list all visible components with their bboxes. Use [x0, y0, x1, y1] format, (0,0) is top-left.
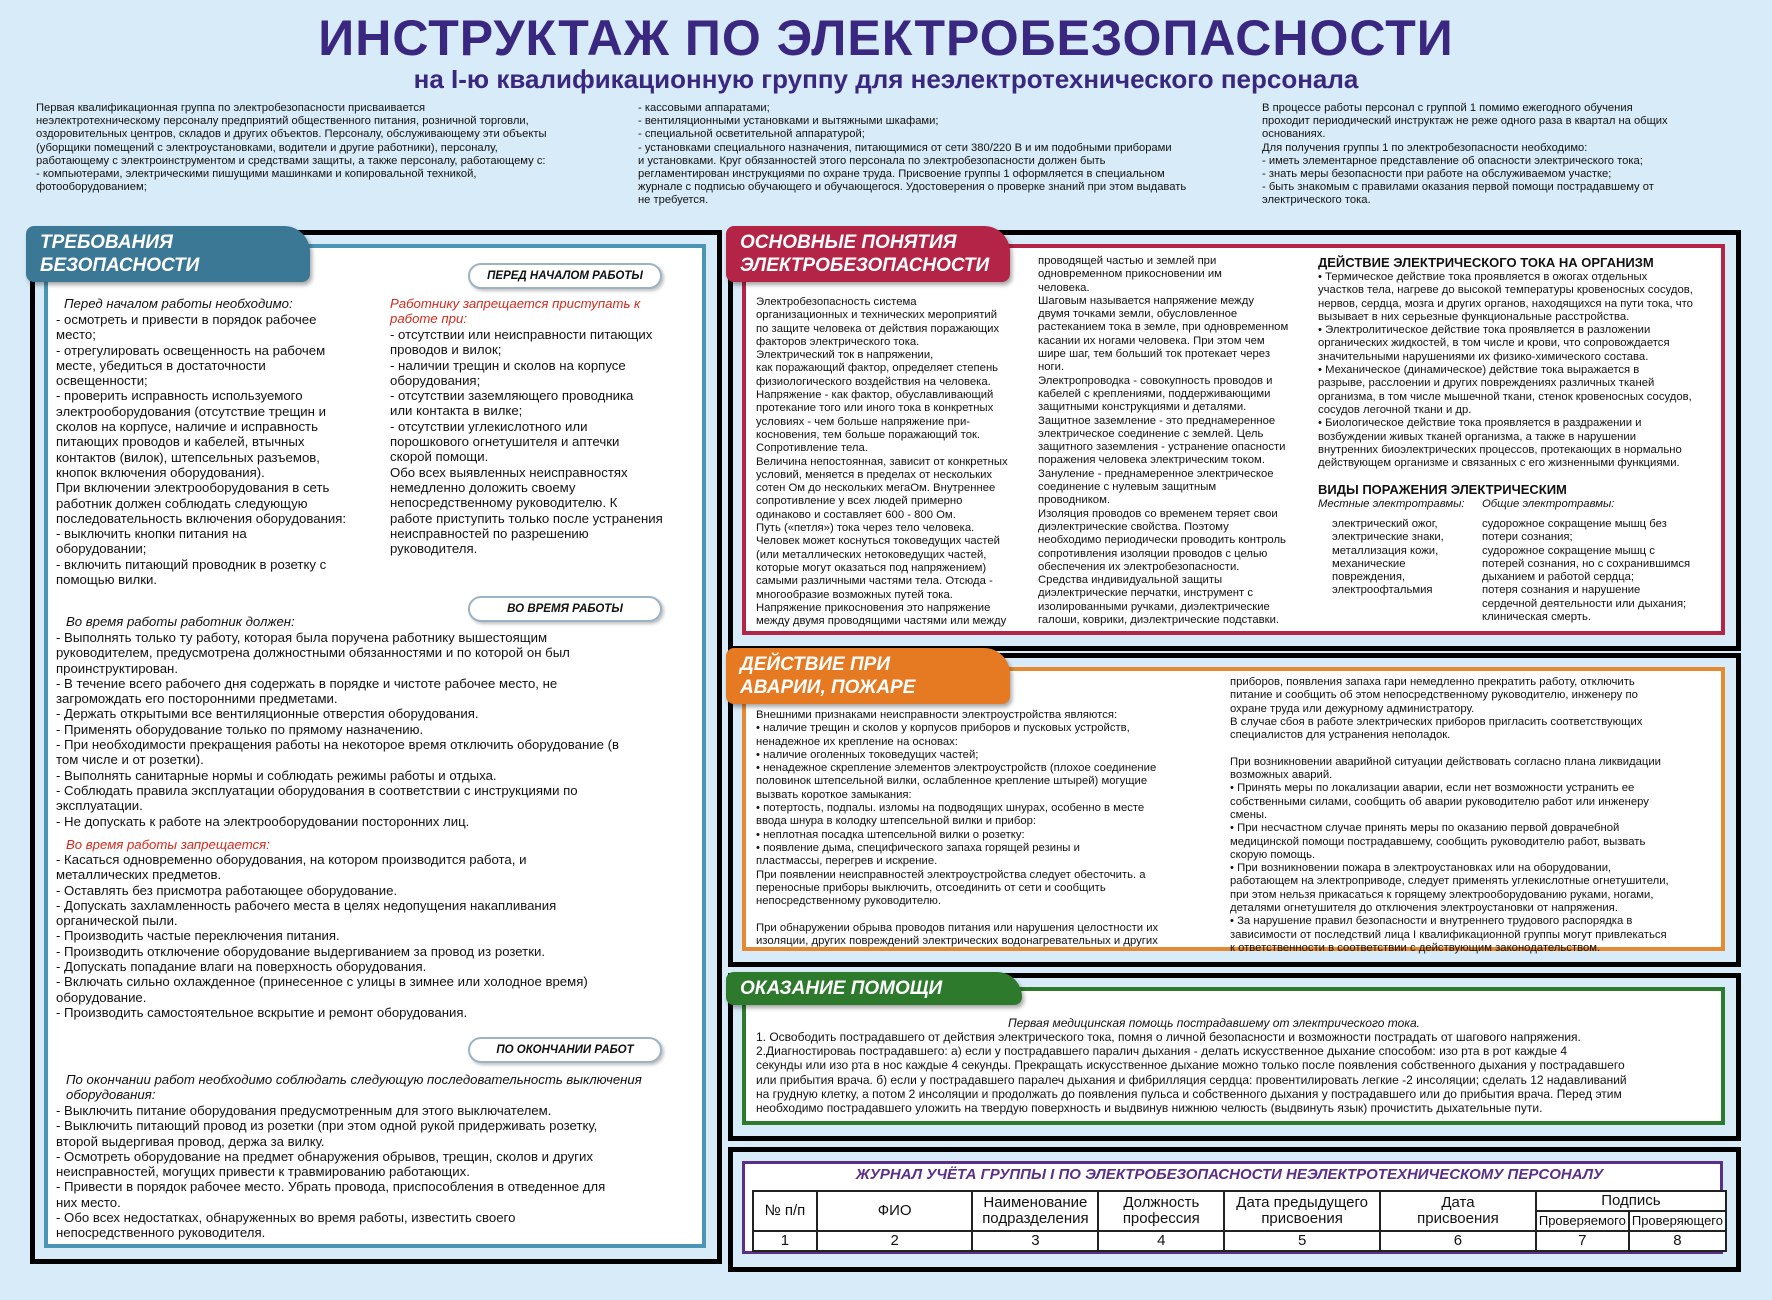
journal-num: 3: [972, 1231, 1098, 1251]
effect-text: • Термическое действие тока проявляется в ожогах отдельных участков тела, нагреве до высокой температуры кровеносных сосудов, нервов, сердца, мозга и других органов, находящихся на пути тока, что вызывает в них серьезные функциональные расстройства. • Электролитическое действие тока проявляется в разложении органических жидкостей, в том числе и крови, что сопровождается значительными нарушениями их физико-химического состава. • Механическое (динамическое) действие тока выражается в разрыве, расслоении и других повреждениях различных тканей организма, в том числе мышечной ткани, стенок кровеносных сосудов, сосудов легочной ткани и др. • Биологическое действие тока проявляется в раздражении и возбуждении живых тканей организма, а также в нарушении внутренних биоэлектрических процессов, протекающих в нормально действующем организме и связанных с его жизненными функциями.: [1318, 271, 1693, 470]
intro-col2: - кассовыми аппаратами; - вентиляционными установками и вытяжными шкафами; - специальной осветительной аппаратурой; - установками специального назначения, питающимися от сети 380/220 В и им подобными приборами и установками. Круг обязанностей этого персонала по электробезопасности должен быть регламентирован инструкциями по охране труда. Присвоение группы 1 оформляется в специальном журнале с подписью обучающего и обучающегося. Удостоверения о проверке знаний при этом выдавать не требуется.: [638, 102, 1187, 207]
concepts-tab: ОСНОВНЫЕ ПОНЯТИЯ ЭЛЕКТРОБЕЗОПАСНОСТИ: [726, 226, 1010, 282]
during-forbidden-heading: Во время работы запрещается:: [66, 837, 270, 852]
effect-title: ДЕЙСТВИЕ ЭЛЕКТРИЧЕСКОГО ТОКА НА ОРГАНИЗМ: [1318, 255, 1654, 270]
journal-col-position: Должность профессия: [1098, 1191, 1224, 1231]
journal-col-number: № п/п: [753, 1191, 817, 1231]
general-injuries-text: судорожное сокращение мышц без потери сознания; судорожное сокращение мышц с потерей сознания, но с сохранившимся дыханием и работой сердца; потеря сознания и нарушение сердечной деятельности или дыхания; клиническая смерть.: [1482, 518, 1691, 624]
pill-during-work: ВО ВРЕМЯ РАБОТЫ: [468, 596, 662, 622]
journal-num: 2: [817, 1231, 973, 1251]
journal-col-previous-date: Дата предыдущего присвоения: [1224, 1191, 1380, 1231]
types-title: ВИДЫ ПОРАЖЕНИЯ ЭЛЕКТРИЧЕСКИМ: [1318, 482, 1567, 497]
journal-col-name: ФИО: [817, 1191, 973, 1231]
concepts-col1: Электробезопасность система организационных и технических мероприятий по защите человека от действия поражающих факторов электрического тока. Электрический ток в напряжении, как поражающий фактор, определяет степень физиологического воздействия на человека. Напряжение - как фактор, обуславливающий протекание того или иного тока в конкретных условиях - чем больше напряжение при- косновения, тем больше поражающий ток. Сопротивление тела. Величина непостоянная, зависит от конкретных условий, меняется в пределах от нескольких сотен Ом до нескольких мегаОм. Внутреннее сопротивление у всех людей примерно одинаково и составляет 600 - 800 Ом. Путь («петля») тока через тело человека. Человек может коснуться токоведущих частей (или металлических нетоковедущих частей, которые могут оказаться под напряжением) самыми различными частями тела. Отсюда - многообразие возможных путей тока. Напряжение прикосновения это напряжение между двумя проводящими частями или между: [756, 296, 1008, 628]
first-aid-heading: Первая медицинская помощь пострадавшему от электрического тока.: [1008, 1016, 1420, 1030]
during-heading: Во время работы работник должен:: [66, 614, 295, 629]
forbidden-text: - отсутствии или неисправности питающих проводов и вилок; - наличии трещин и сколов на корпусе оборудования; - отсутствии заземляющего проводника или контакта в вилке; - отсутствии углекислотного или порошкового огнетушителя и аптечки скорой помощи. Обо всех выявленных неисправностях немедленно доложить своему непосредственному руководителю. К работе приступить только после устранения неисправностей по разрешению руководителя.: [390, 327, 663, 557]
journal-num: 8: [1629, 1231, 1726, 1251]
poster-title: ИНСТРУКТАЖ ПО ЭЛЕКТРОБЕЗОПАСНОСТИ: [318, 10, 1454, 66]
journal-col-checked: Проверяемого: [1536, 1211, 1629, 1231]
during-forbidden-text: - Касаться одновременно оборудования, на котором производится работа, и металлических предметов. - Оставлять без присмотра работающее оборудование. - Допускать захламленность рабочего места в целях недопущения накапливания органической пыли. - Производить частые переключения питания. - Производить отключение оборудование выдергиванием за провод из розетки. - Допускать попадание влаги на поверхность оборудования. - Включать сильно охлажденное (принесенное с улицы в зимнее или холодное время) оборудование. - Производить самостоятельное вскрытие и ремонт оборудования.: [56, 852, 588, 1020]
poster-subtitle: на I-ю квалификационную группу для неэлектротехнического персонала: [413, 64, 1359, 94]
journal-num: 1: [753, 1231, 817, 1251]
emergency-col1: Внешними признаками неисправности электроустройства являются: • наличие трещин и сколов у корпусов приборов и пусковых устройств, ненадежное их крепление на основах: • наличие оголенных токоведущих частей; • ненадежное скрепление элементов электроустройств (плохое соединение половинок штепсельной вилки, ослабленное крепление штырей) могущие вызвать короткое замыкания: • потертость, подпалы. изломы на подводящих шнурах, особенно в месте ввода шнура в колодку штепсельной вилки и прибор: • неплотная посадка штепсельной вилки о розетку: • появление дыма, специфического запаха горящей резины и пластмассы, перегрев и искрение. При появлении неисправностей электроустройства следует обесточить. а переносные приборы выключить, отсоединить от сети и сообщить непосредственному руководителю. При обнаружении обрыва проводов питания или нарушения целостности их изоляции, других повреждений электрических водонагревательных и других: [756, 709, 1159, 948]
local-injuries-text: электрический ожог, электрические знаки, металлизация кожи, механические повреждения, электроофтальмия: [1332, 518, 1444, 597]
before-text: - осмотреть и привести в порядок рабочее место; - отрегулировать освещенность на рабочем месте, убедиться в достаточности освещенности; - проверить исправность используемого электрооборудования (отсутствие трещин и сколов на корпусе, наличие и исправность питающих проводов и кабелей, втычных контактов (вилок), штепсельных разъемов, кнопок включения оборудования). При включении электрооборудования в сеть работник должен соблюдать следующую последовательность включения оборудования: - выключить кнопки питания на оборудовании; - включить питающий проводник в розетку с помощью вилки.: [56, 312, 346, 588]
after-heading: По окончании работ необходимо соблюдать следующую последовательность выключения оборудования:: [66, 1072, 642, 1103]
journal-header-row: [753, 1191, 1726, 1211]
forbidden-heading: Работнику запрещается приступать к работе при:: [390, 296, 641, 327]
pill-before-work: ПЕРЕД НАЧАЛОМ РАБОТЫ: [468, 263, 662, 289]
before-heading: Перед началом работы необходимо:: [64, 296, 293, 311]
after-text: - Выключить питание оборудования предусмотренным для этого выключателем. - Выключить питающий провод из розетки (при этом одной рукой придерживать розетку, второй выдергивая провод, держа за вилку. - Осмотреть оборудование на предмет обнаружения обрывов, трещин, сколов и других неисправностей, могущих привести к травмированию работающих. - Привести в порядок рабочее место. Убрать провода, приспособления в отведенное для них место. - Обо всех недостатках, обнаруженных во время работы, известить своего непосредственного руководителя.: [56, 1103, 606, 1241]
emergency-tab: ДЕЙСТВИЕ ПРИ АВАРИИ, ПОЖАРЕ: [726, 648, 1010, 704]
journal-col-checker: Проверяющего: [1629, 1211, 1726, 1231]
first-aid-tab: ОКАЗАНИЕ ПОМОЩИ: [726, 972, 1022, 1005]
local-injuries-title: Местные электротравмы:: [1318, 498, 1465, 510]
journal-col-signature: Подпись: [1536, 1191, 1726, 1211]
journal-title: ЖУРНАЛ УЧЁТА ГРУППЫ I ПО ЭЛЕКТРОБЕЗОПАСНОСТИ НЕЭЛЕКТРОТЕХНИЧЕСКОМУ ПЕРСОНАЛУ: [855, 1166, 1604, 1183]
pill-after-work: ПО ОКОНЧАНИИ РАБОТ: [468, 1037, 662, 1063]
journal-table: [752, 1190, 1727, 1252]
during-text: - Выполнять только ту работу, которая была поручена работнику вышестоящим руководителем, предусмотрена должностными обязанностями и по которой он был проинструктирован. - В течение всего рабочего дня содержать в порядке и чистоте рабочее место, не загромождать его посторонними предметами. - Держать открытыми все вентиляционные отверстия оборудования. - Применять оборудование только по прямому назначению. - При необходимости прекращения работы на некоторое время отключить оборудование (в том числе и от розетки). - Выполнять санитарные нормы и соблюдать режимы работы и отдыха. - Соблюдать правила эксплуатации оборудования в соответствии с инструкциями по эксплуатации. - Не допускать к работе на электрооборудовании посторонних лиц.: [56, 630, 620, 829]
journal-number-row: [753, 1231, 1726, 1251]
first-aid-text: 1. Освободить пострадавшего от действия электрического тока, помня о личной безопасности и возможности пострадать от шагового напряжения. 2.Диагностироваь пострадавшего: а) если у пострадавшего паралич дыхания - делать искусственное дыхание способом: изо рта в рот каждые 4 секунды или изо рта в нос каждые 4 секунды. Прекращать искусственное дыхание можно только после появления собственного дыхания у пострадавшего или прибытия врача. б) если у пострадавшего паралеч дыхания и фибрилляция сердца: провентилировать легкие -2 инсоляции; сделать 12 надавливаний на грудную клетку, а потом 2 инсоляции и продолжать до появления пульса и собственного дыхания у пострадавшего или до прибытия врача. Перед этим необходимо пострадавшего уложить на твердую поверхность и выдвинув нижнюю челюсть (выдвинуть язык) прочистить дыхательные пути.: [756, 1030, 1627, 1116]
emergency-col2: приборов, появления запаха гари немедленно прекратить работу, отключить питание и сообщить об этом непосредственному руководителю, инженеру по охране труда или дежурному администратору. В случае сбоя в работе электрических приборов пригласить соответствующих специалистов для устранения неполадок. При возникновении аварийной ситуации действовать согласно плана ликвидации возможных аварий. • Принять меры по локализации аварии, если нет возможности устранить ее собственными силами, сообщить об аварии руководителю работ или инженеру смены. • При несчастном случае принять меры по оказанию первой доврачебной медицинской помощи пострадавшему, сообщить руководителю работ, вызвать скорую помощь. • При возникновении пожара в электроустановках или на оборудовании, работающем на электроприводе, следует применять углекислотные огнетушители, при этом нельзя прикасаться к горящему электрооборудованию руками, ногами, деталями огнетушителя до отключения электроустановки от напряжения. • За нарушение правил безопасности и внутреннего трудового распорядка в зависимости от последствий лица I квалификационной группы могут привлекаться к ответственности в соответствии с действующим законодательством.: [1230, 676, 1669, 954]
journal-num: 5: [1224, 1231, 1380, 1251]
journal-num: 4: [1098, 1231, 1224, 1251]
journal-col-date: Дата присвоения: [1380, 1191, 1536, 1231]
journal-num: 7: [1536, 1231, 1629, 1251]
journal-col-department: Наименование подразделения: [972, 1191, 1098, 1231]
general-injuries-title: Общие электротравмы:: [1482, 498, 1615, 510]
concepts-col2: проводящей частью и землей при одновременном прикосновении им человека. Шаговым называется напряжение между двумя точками земли, обусловленное растеканием тока в земле, при одновременном касании их ногами человека. При этом чем шире шаг, тем больший ток протекает через ноги. Электропроводка - совокупность проводов и кабелей с креплениями, поддерживающими защитными конструкциями и деталями. Защитное заземление - это преднамеренное электрическое соединение с землей. Цель защитного заземления - устранение опасности поражения человека электрическим током. Зануление - преднамеренное электрическое соединение с нулевым защитным проводником. Изоляция проводов со временем теряет свои диэлектрические свойства. Поэтому необходимо периодически проводить контроль сопротивления изоляции проводов с целью обеспечения их электробезопасности. Средства индивидуальной защиты диэлектрические перчатки, инструмент с изолированными ручками, диэлектрические галоши, коврики, диэлектрические подставки.: [1038, 255, 1289, 627]
journal-num: 6: [1380, 1231, 1536, 1251]
intro-col1: Первая квалификационная группа по электробезопасности присваивается неэлектротехническому персоналу предприятий общественного питания, розничной торговли, оздоровительных центров, складов и других объектов. Персоналу, обслуживающему эти объекты (уборщики помещений с электроустановками, водители и другие работники), персоналу, работающему с электроинструментом и средствами защиты, а также персоналу, работающему с: - компьютерами, электрическими пишущими машинками и копировальной техникой, фотооборудованием;: [36, 102, 547, 194]
safety-tab: ТРЕБОВАНИЯ БЕЗОПАСНОСТИ: [26, 226, 310, 282]
intro-col3: В процессе работы персонал с группой 1 помимо ежегодного обучения проходит периодический инструктаж не реже одного раза в квартал на общих основаниях. Для получения группы 1 по электробезопасности необходимо: - иметь элементарное представление об опасности электрического тока; - знать меры безопасности при работе на обслуживаемом участке; - быть знакомым с правилами оказания первой помощи пострадавшему от электрического тока.: [1262, 102, 1668, 207]
